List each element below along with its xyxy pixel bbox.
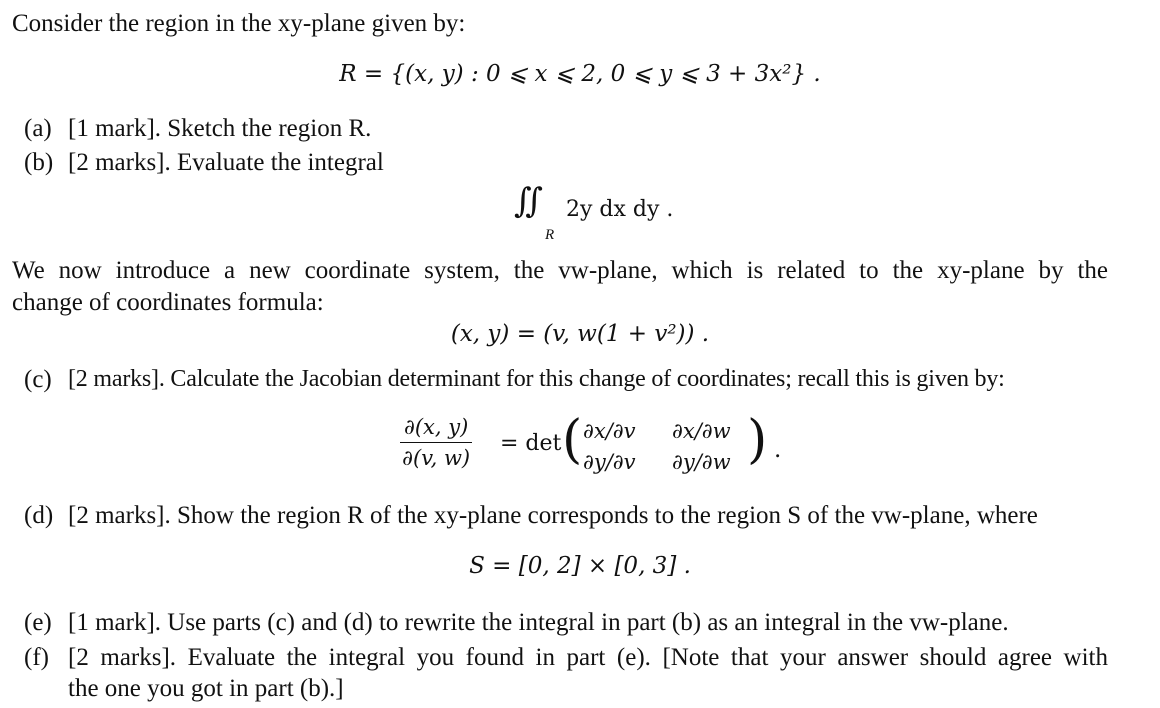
coordinate-transform: (x, y) = (v, w(1 + v²)) . bbox=[450, 321, 710, 347]
part-f-text-line-1: [2 marks]. Evaluate the integral you found in part (e). [Note that your answer should agree with bbox=[68, 644, 1108, 671]
part-f-label: (f) bbox=[24, 644, 49, 671]
jacobian-numerator: ∂(x, y) bbox=[400, 414, 472, 443]
matrix-entry-12: ∂x/∂w bbox=[672, 419, 731, 443]
part-e-label: (e) bbox=[24, 609, 52, 636]
part-a-text: [1 mark]. Sketch the region R. bbox=[68, 115, 372, 142]
part-f-text-line-2: the one you got in part (b).] bbox=[68, 675, 344, 702]
matrix-entry-22: ∂y/∂w bbox=[672, 450, 731, 474]
jacobian-denominator: ∂(v, w) bbox=[402, 446, 471, 471]
jacobian-fraction bbox=[400, 414, 472, 472]
matrix-entry-11: ∂x/∂v bbox=[583, 419, 636, 443]
matrix-close-paren: ) bbox=[747, 410, 768, 470]
integrand: 2y dx dy . bbox=[566, 197, 674, 222]
region-r-definition: R = {(x, y) : 0 ⩽ x ⩽ 2, 0 ⩽ y ⩽ 3 + 3x²} . bbox=[339, 61, 821, 87]
part-d-label: (d) bbox=[24, 502, 54, 529]
part-c-text: [2 marks]. Calculate the Jacobian determinant for this change of coordinates; recall this is given by: bbox=[68, 366, 1005, 392]
part-e-text: [1 mark]. Use parts (c) and (d) to rewrite the integral in part (b) as an integral in the vw-plane. bbox=[68, 609, 1009, 636]
matrix-open-paren: ( bbox=[562, 410, 583, 470]
jacobian-period: . bbox=[774, 437, 782, 463]
matrix-entry-21: ∂y/∂v bbox=[583, 450, 636, 474]
part-b-text: [2 marks]. Evaluate the integral bbox=[68, 149, 384, 176]
part-a-label: (a) bbox=[24, 115, 52, 142]
intro-text: Consider the region in the xy-plane given by: bbox=[12, 10, 466, 37]
part-d-text: [2 marks]. Show the region R of the xy-plane corresponds to the region S of the vw-plane, where bbox=[68, 502, 1038, 529]
part-c-label: (c) bbox=[24, 366, 52, 393]
part-b-label: (b) bbox=[24, 149, 54, 176]
region-s-definition: S = [0, 2] × [0, 3] . bbox=[469, 553, 691, 579]
double-integral-symbol: ∬ bbox=[514, 181, 543, 221]
transition-line-2: change of coordinates formula: bbox=[12, 289, 324, 316]
transition-line-1: We now introduce a new coordinate system, the vw-plane, which is related to the xy-plane by the bbox=[12, 257, 1108, 284]
integral-subscript: R bbox=[545, 227, 555, 243]
equals-det: = det bbox=[500, 431, 562, 456]
